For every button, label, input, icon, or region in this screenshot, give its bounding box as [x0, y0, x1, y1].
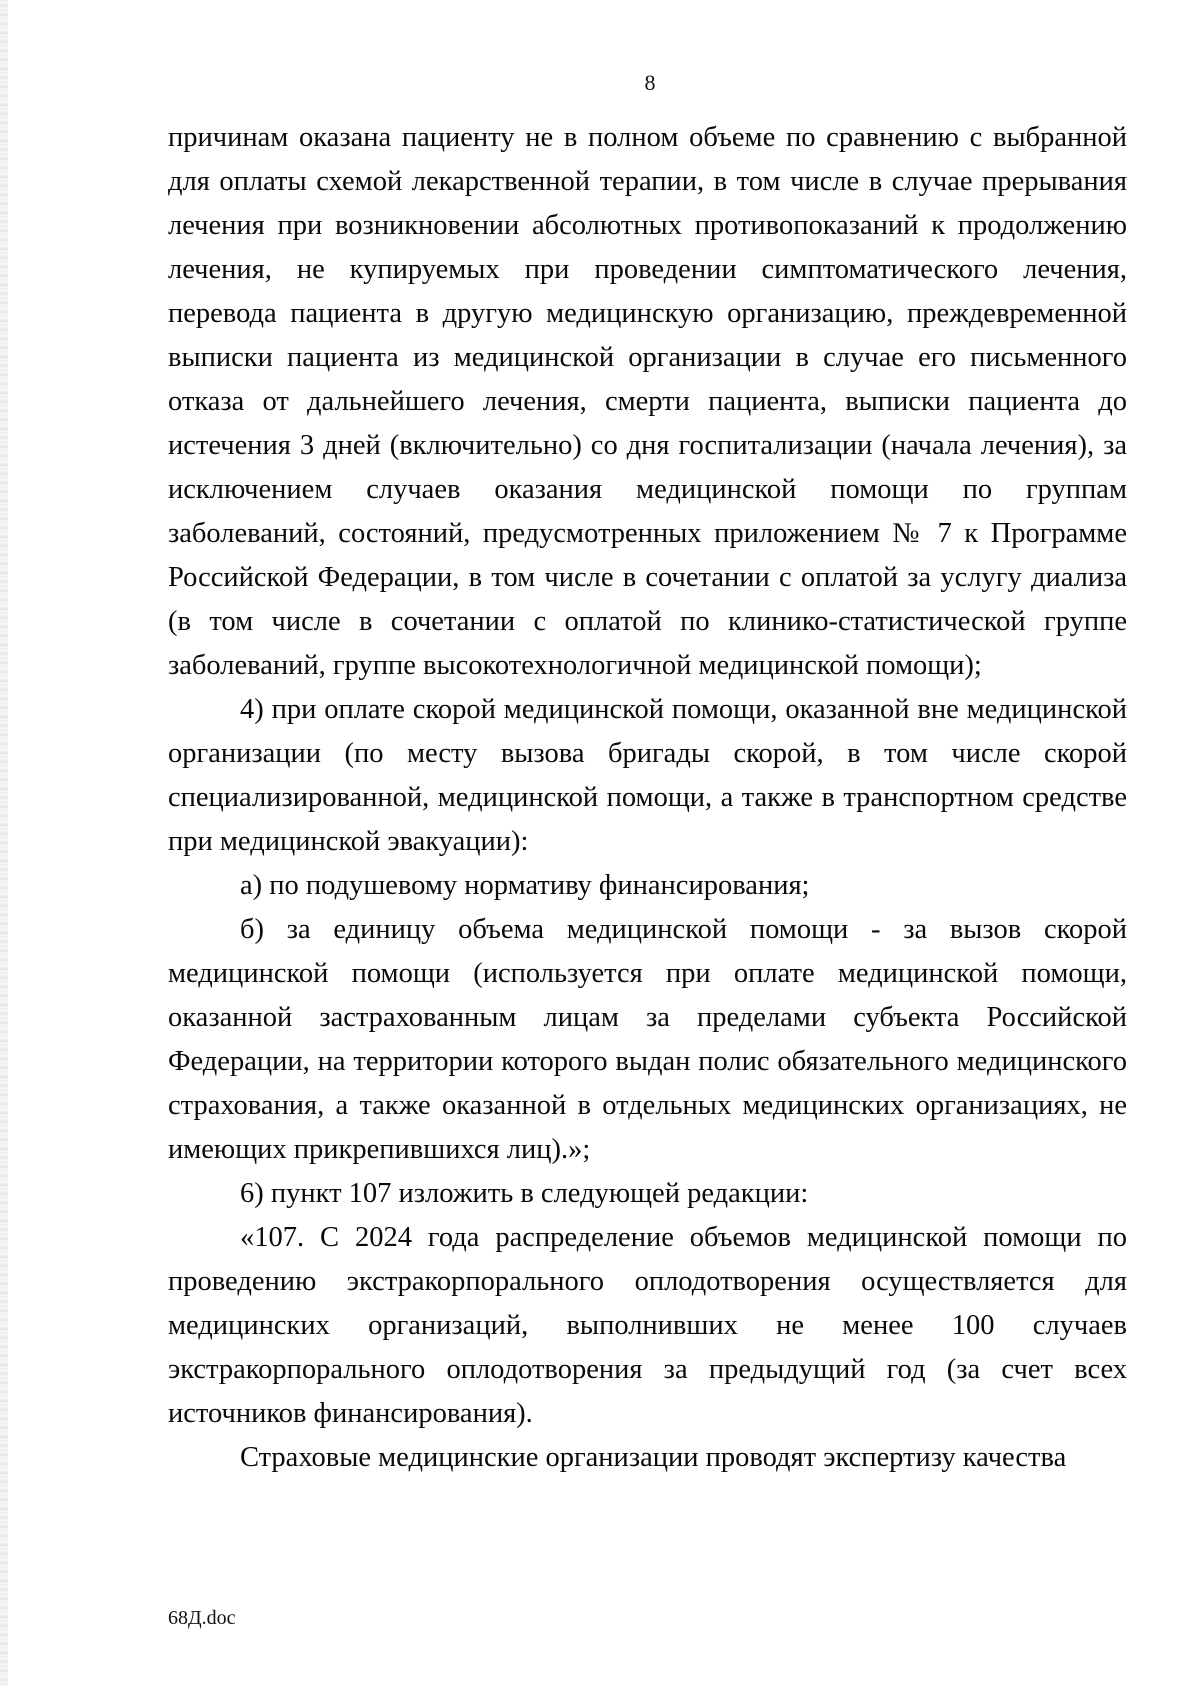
scan-edge — [0, 0, 8, 1686]
paragraph-subitem-a: а) по подушевому нормативу финансирования; — [240, 870, 810, 901]
paragraph-point-107: «107. С 2024 года распределение объемов медицинской помощи по проведению экстракорпорального оплодотворения осуществляется для медицинских организаций, выполнивших не менее 100 случаев экстракорпорального оплодотворения за предыдущий год (за счет всех источников финансирования). — [168, 1222, 1127, 1429]
document-body — [168, 116, 1127, 1480]
paragraph-item-6: 6) пункт 107 изложить в следующей редакции: — [240, 1178, 809, 1209]
page-number: 8 — [644, 70, 656, 95]
paragraph-item-4: 4) при оплате скорой медицинской помощи, оказанной вне медицинской организации (по месту вызова бригады скорой, в том числе скорой специализированной, медицинской помощи, а также в транспортном средстве при медицинской эвакуации): — [168, 694, 1127, 857]
footer-filename: 68Д.doc — [168, 1607, 236, 1629]
paragraph-subitem-b: б) за единицу объема медицинской помощи - за вызов скорой медицинской помощи (используется при оплате медицинской помощи, оказанной застрахованным лицам за пределами субъекта Российской Федерации, на территории которого выдан полис обязательного медицинского страхования, а также оказанной в отдельных медицинских организациях, не имеющих прикрепившихся лиц).»; — [168, 914, 1127, 1165]
paragraph-insurance: Страховые медицинские организации проводят экспертизу качества — [240, 1442, 1067, 1473]
paragraph-continuation: причинам оказана пациенту не в полном объеме по сравнению с выбранной для оплаты схемой лекарственной терапии, в том числе в случае прерывания лечения при возникновении абсолютных противопоказаний к продолжению лечения, не купируемых при проведении симптоматического лечения, перевода пациента в другую медицинскую организацию, преждевременной выписки пациента из медицинской организации в случае его письменного отказа от дальнейшего лечения, смерти пациента, выписки пациента до истечения 3 дней (включительно) со дня госпитализации (начала лечения), за исключением случаев оказания медицинской помощи по группам заболеваний, состояний, предусмотренных приложением № 7 к Программе Российской Федерации, в том числе в сочетании с оплатой за услугу диализа (в том числе в сочетании с оплатой по клинико-статистической группе заболеваний, группе высокотехнологичной медицинской помощи); — [168, 122, 1127, 681]
